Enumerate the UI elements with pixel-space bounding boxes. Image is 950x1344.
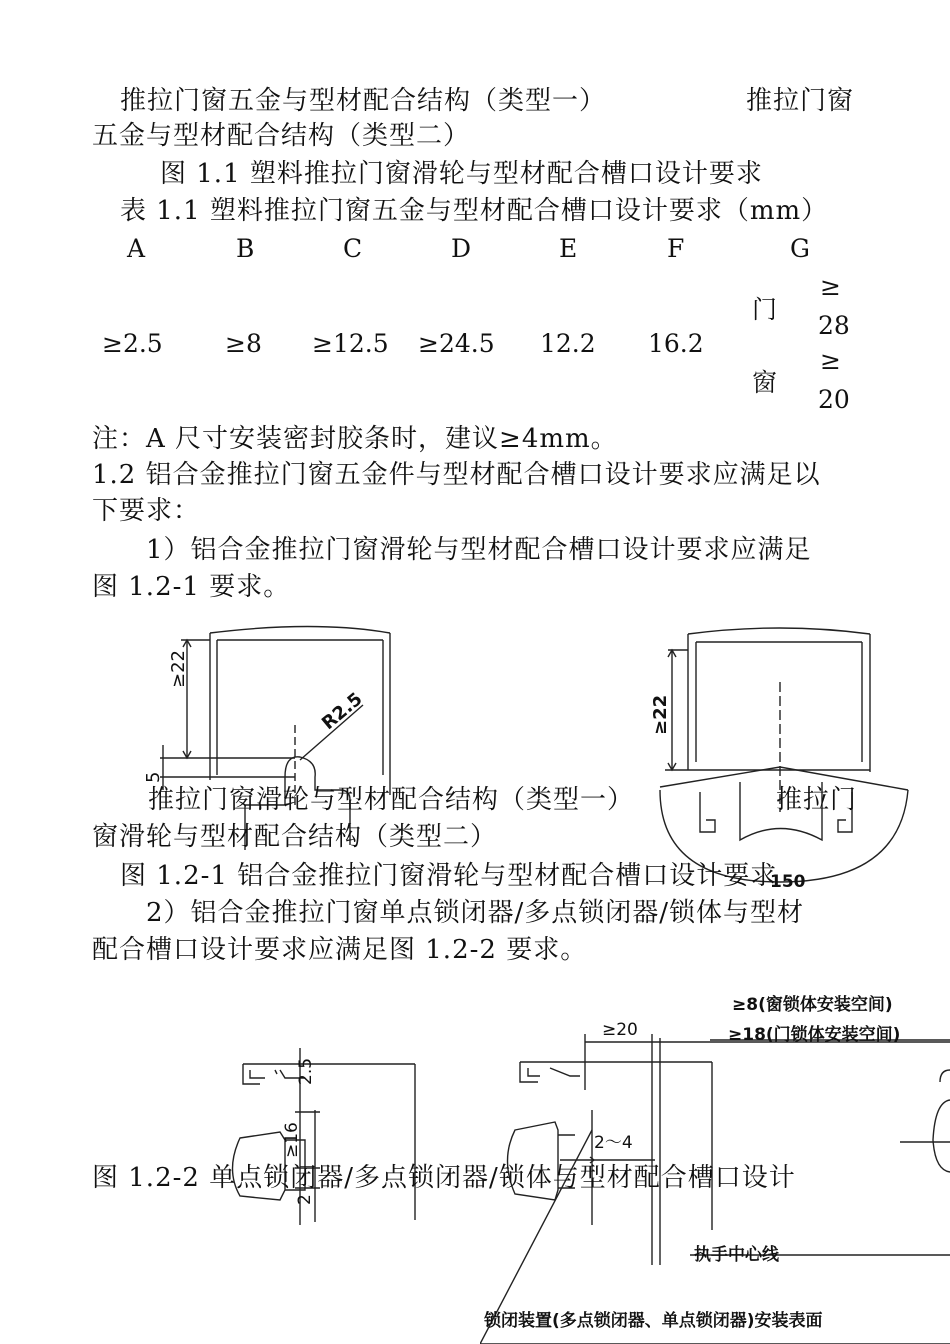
figure-1-2-2-left-drawing [215, 1040, 425, 1240]
figure-1-2-2-caption: 图 1.2-2 单点锁闭器/多点锁闭器/锁体与型材配合槽口设计 [92, 1163, 796, 1193]
table-header-e: E [559, 234, 578, 263]
fig-1-2-1-left-dim-22: ≥22 [168, 650, 189, 688]
table-g-window-label: 窗 [752, 368, 778, 397]
fig-1-2-1-right-dim-22: ≥22 [650, 694, 671, 735]
table-header-c: C [343, 234, 363, 263]
fig-1-2-2-door-lock-space: ≥18(门锁体安装空间) [728, 1025, 901, 1045]
table-cell-a: ≥2.5 [102, 329, 163, 358]
caption-roller-type2-head: 推拉门 [776, 785, 858, 815]
table-cell-e: 12.2 [540, 329, 596, 358]
figure-1-2-2-right-drawing [895, 1060, 950, 1190]
fig-1-2-2-handle-centerline: 执手中心线 [694, 1245, 779, 1265]
fig-1-2-2-dim-2-bottom: 2 [295, 1194, 315, 1205]
fig-1-2-1-radius-label: R2.5 [318, 688, 367, 735]
table-cell-c: ≥12.5 [312, 329, 389, 358]
item1-line2: 图 1.2-1 要求。 [92, 572, 291, 602]
fig-1-2-2-dim-20: ≥20 [602, 1020, 638, 1040]
item2-line2: 配合槽口设计要求应满足图 1.2-2 要求。 [92, 935, 588, 965]
fig-1-2-2-dim-2-4: 2～4 [594, 1133, 633, 1153]
table-header-f: F [667, 234, 685, 263]
table-g-window-symbol: ≥ [820, 346, 841, 375]
fig-1-2-2-dim-2-5: 2.5 [296, 1057, 316, 1085]
fig-1-2-1-left-dim-5: 5 [143, 771, 164, 783]
table-g-door-label: 门 [752, 295, 778, 324]
caption-struct-type1: 推拉门窗五金与型材配合结构（类型一） [120, 86, 607, 116]
caption-roller-type2-tail: 窗滑轮与型材配合结构（类型二） [92, 822, 498, 852]
table-g-door-symbol: ≥ [820, 272, 841, 301]
table-header-b: B [236, 234, 255, 263]
table-cell-d: ≥24.5 [418, 329, 495, 358]
section-1-2-line1: 1.2 铝合金推拉门窗五金件与型材配合槽口设计要求应满足以 [92, 460, 821, 490]
caption-roller-type1: 推拉门窗滑轮与型材配合结构（类型一） [148, 785, 635, 815]
table-header-d: D [451, 234, 472, 263]
figure-1-2-1-caption: 图 1.2-1 铝合金推拉门窗滑轮与型材配合槽口设计要求 [120, 861, 778, 891]
caption-struct-type2-head: 推拉门窗 [746, 86, 855, 116]
fig-1-2-1-right-dim-150: 150 [770, 872, 806, 892]
item2-line1: 2）铝合金推拉门窗单点锁闭器/多点锁闭器/锁体与型材 [146, 898, 805, 928]
caption-struct-type2-tail: 五金与型材配合结构（类型二） [92, 121, 471, 151]
item1-line1: 1）铝合金推拉门窗滑轮与型材配合槽口设计要求应满足 [146, 535, 812, 565]
table-cell-b: ≥8 [225, 329, 262, 358]
figure-1-2-1-right-drawing [640, 612, 920, 892]
fig-1-2-2-lock-surface: 锁闭装置(多点锁闭器、单点锁闭器)安装表面 [484, 1311, 823, 1331]
figure-1-1-caption: 图 1.1 塑料推拉门窗滑轮与型材配合槽口设计要求 [160, 159, 763, 189]
section-1-2-line2: 下要求： [92, 496, 201, 526]
table-cell-f: 16.2 [648, 329, 704, 358]
table-caption: 表 1.1 塑料推拉门窗五金与型材配合槽口设计要求（mm） [120, 196, 829, 226]
table-g-window-value: 20 [818, 385, 850, 414]
fig-1-2-2-dim-16: ≥16 [282, 1122, 302, 1158]
fig-1-2-2-window-lock-space: ≥8(窗锁体安装空间) [732, 995, 893, 1015]
table-g-door-value: 28 [818, 311, 850, 340]
table-header-a: A [127, 234, 146, 263]
note-text: 注：A 尺寸安装密封胶条时，建议≥4mm。 [92, 424, 618, 454]
table-header-g: G [790, 234, 810, 263]
